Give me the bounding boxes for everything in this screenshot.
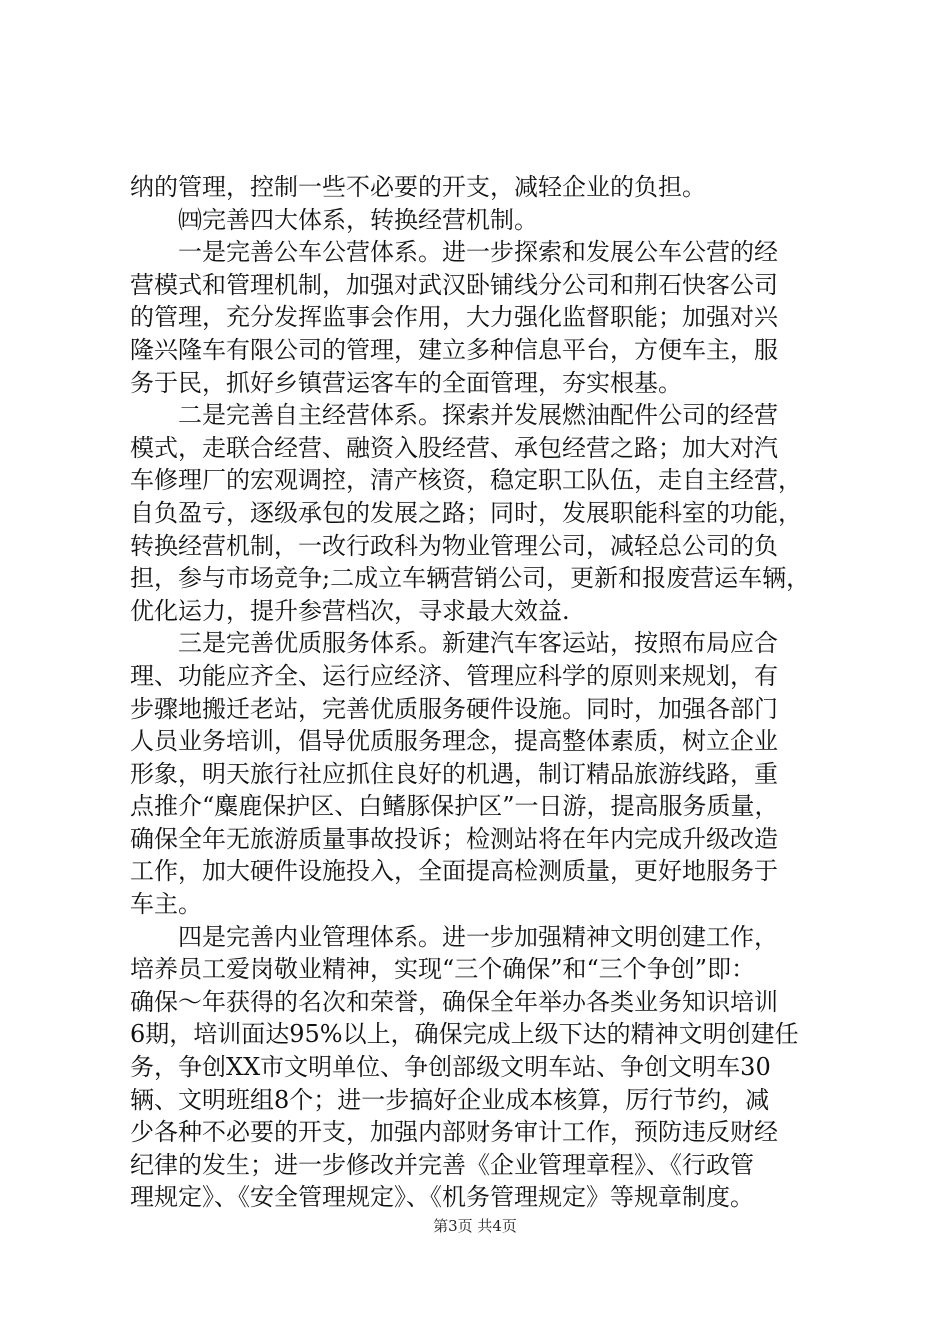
text-line: 优化运力，提升参营档次，寻求最大效益. — [130, 596, 570, 625]
page-number-label: 第3页 共4页 — [433, 1217, 517, 1235]
text-line: 培养员工爱岗敬业精神，实现“三个确保”和“三个争创”即： — [130, 955, 756, 984]
section-heading: ㈣完善四大体系，转换经营机制。 — [178, 205, 538, 234]
text-line: 车修理厂的宏观调控，清产核资，稳定职工队伍，走自主经营， — [130, 466, 802, 495]
text-line: 辆、文明班组8个；进一步搞好企业成本核算，厉行节约，减 — [130, 1085, 770, 1114]
text-line: 纳的管理，控制一些不必要的开支，减轻企业的负担。 — [130, 173, 706, 201]
text-line: 隆兴隆车有限公司的管理，建立多种信息平台，方便车主，服 — [130, 335, 778, 364]
text-line: 确保～年获得的名次和荣誉，确保全年举办各类业务知识培训 — [130, 987, 778, 1016]
text-line: 的管理，充分发挥监事会作用，大力强化监督职能；加强对兴 — [130, 303, 778, 332]
text-line: 二是完善自主经营体系。探索并发展燃油配件公司的经营 — [178, 401, 778, 430]
text-line: 理规定》、《安全管理规定》、《机务管理规定》等规章制度。 — [130, 1183, 754, 1212]
text-line: 务于民，抓好乡镇营运客车的全面管理，夯实根基。 — [130, 368, 682, 397]
text-line: 少各种不必要的开支，加强内部财务审计工作，预防违反财经 — [130, 1118, 778, 1147]
text-line: 模式，走联合经营、融资入股经营、承包经营之路；加大对汽 — [130, 433, 778, 462]
text-line: 营模式和管理机制，加强对武汉卧铺线分公司和荆石快客公司 — [130, 270, 778, 299]
text-line: 四是完善内业管理体系。进一步加强精神文明创建工作， — [178, 922, 778, 951]
text-line: 人员业务培训，倡导优质服务理念，提高整体素质，树立企业 — [130, 727, 778, 756]
text-line: 形象，明天旅行社应抓住良好的机遇，制订精品旅游线路，重 — [130, 759, 778, 788]
text-line: 确保全年无旅游质量事故投诉；检测站将在年内完成升级改造 — [130, 824, 778, 853]
text-line: 车主。 — [130, 890, 202, 919]
text-line: 点推介“麋鹿保护区、白鳍豚保护区”一日游，提高服务质量， — [130, 792, 779, 821]
text-line: 步骤地搬迁老站，完善优质服务硬件设施。同时，加强各部门 — [130, 694, 778, 723]
text-line: 担，参与市场竞争;二成立车辆营销公司，更新和报废营运车辆， — [130, 564, 811, 593]
text-line: 工作，加大硬件设施投入，全面提高检测质量，更好地服务于 — [130, 857, 778, 886]
page-footer — [0, 1216, 950, 1236]
text-line: 理、功能应齐全、运行应经济、管理应科学的原则来规划，有 — [130, 661, 778, 690]
text-line: 一是完善公车公营体系。进一步探索和发展公车公营的经 — [178, 238, 778, 267]
text-line: 自负盈亏，逐级承包的发展之路；同时，发展职能科室的功能， — [130, 498, 802, 527]
text-line: 6期，培训面达95%以上，确保完成上级下达的精神文明创建任 — [130, 1020, 799, 1049]
text-line: 纪律的发生；进一步修改并完善《企业管理章程》、《行政管 — [130, 1150, 754, 1179]
text-line: 三是完善优质服务体系。新建汽车客运站，按照布局应合 — [178, 629, 778, 658]
text-line: 转换经营机制，一改行政科为物业管理公司，减轻总公司的负 — [130, 531, 778, 560]
document-body — [130, 171, 832, 1214]
text-line: 务，争创XX市文明单位、争创部级文明车站、争创文明车30 — [130, 1053, 771, 1082]
